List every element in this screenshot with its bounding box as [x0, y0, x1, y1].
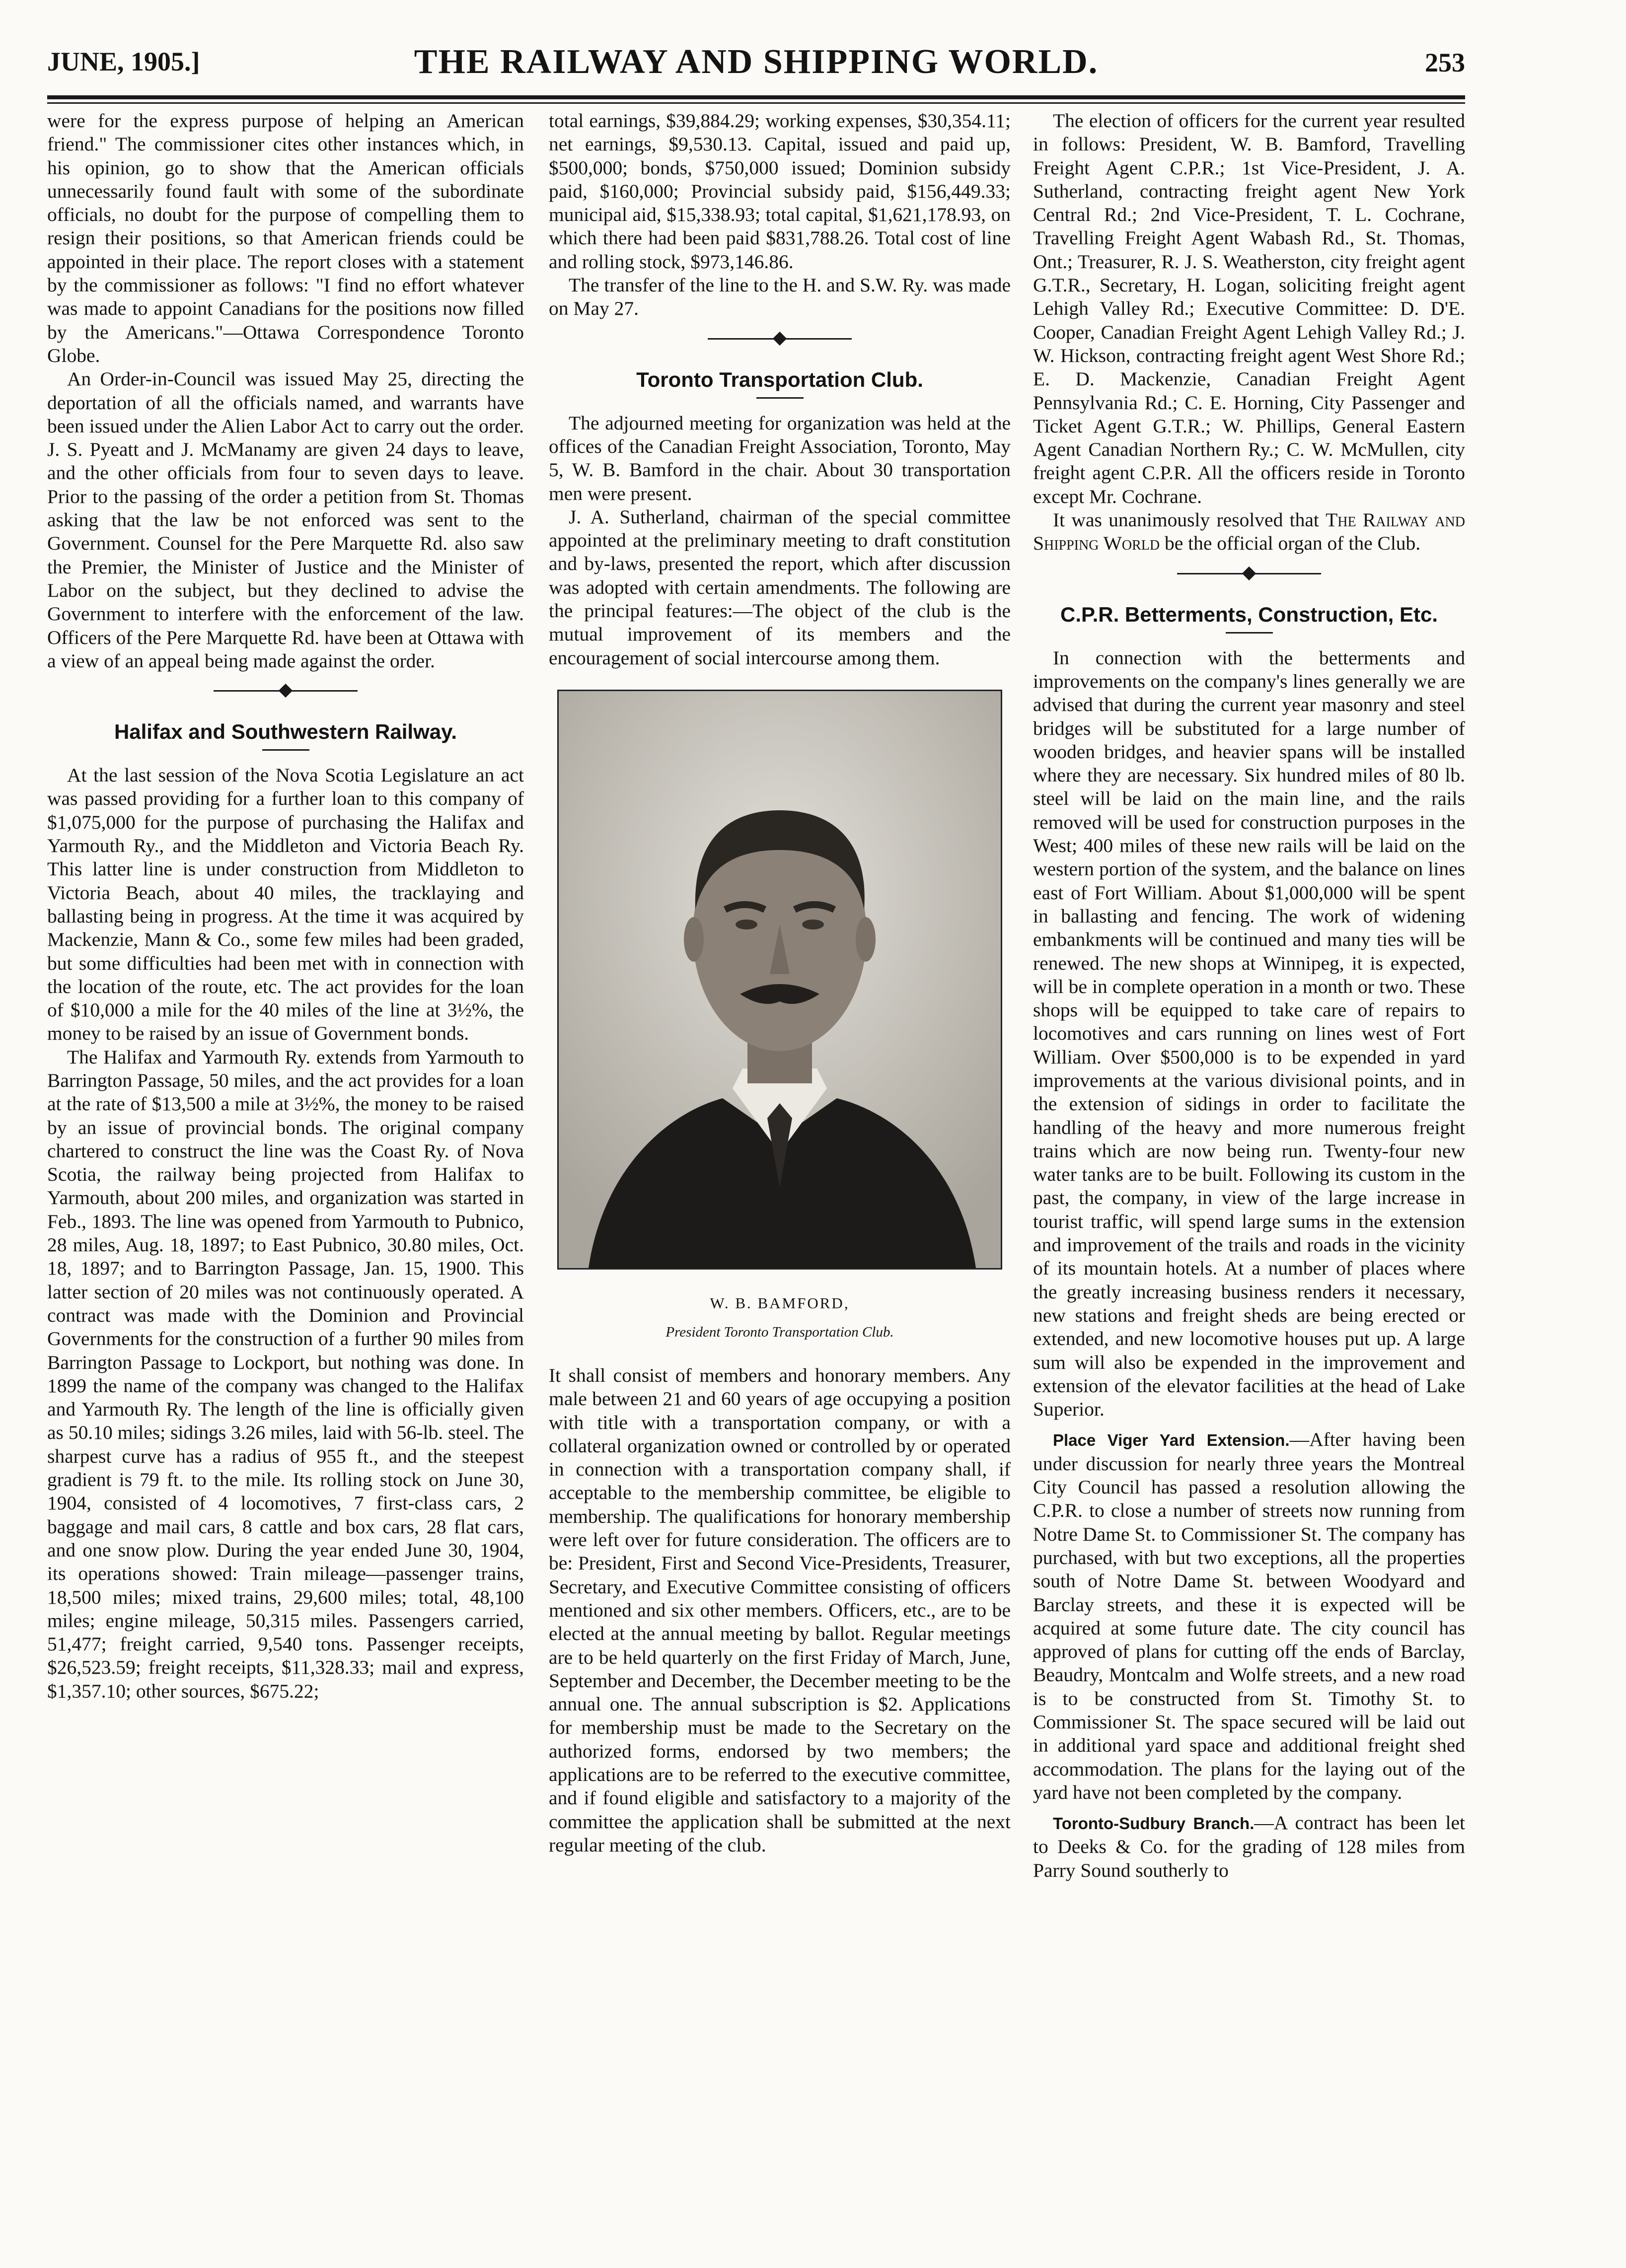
header-rule-thick — [47, 95, 1465, 99]
photo-caption-title: President Toronto Transportation Club. — [665, 1324, 894, 1340]
heading-rule — [756, 397, 804, 399]
paragraph: An Order-in-Council was issued May 25, directing the deportation of all the officials named, and warrants have been issued under the Alien Labor Act to carry out the order. J. S. Pyeatt and J. McManamy are given 24 days to leave, and the other officials from four to seven days to leave. Prior to the passing of the order a petition from St. Thomas asking that the law be not enforced was sent to the Government. Counsel for the Pere Marquette Rd. also saw the Premier, the Minister of Justice and the Minister of Labor on the subject, but they declined to advise the Government to interfere with the enforcement of the law. Officers of the Pere Marquette Rd. have been at Ottawa with a view of an appeal being made against the order. — [47, 368, 524, 672]
text-run: It was unanimously resolved that — [1053, 509, 1326, 531]
section-heading: Toronto Transportation Club. — [636, 367, 923, 391]
issue-date: JUNE, 1905.] — [47, 47, 200, 76]
publication-name: The Railway and Shipping World — [1033, 509, 1465, 555]
paragraph — [1033, 508, 1465, 556]
paragraph: were for the express purpose of helping an American friend." The commissioner cites other instances which, in his opinion, go to show that the American officials unnecessarily found fault with some of the subordinate officials, no doubt for the purpose of compelling them to resign their positions, so that American friends could be appointed in their place. The report closes with a statement by the commissioner as follows: "I find no effort whatever was made to appoint Canadians for the positions now filled by the Americans."—Ottawa Correspondence Toronto Globe. — [47, 110, 524, 366]
column-3 — [1033, 109, 1465, 1882]
heading-rule — [262, 749, 309, 751]
paragraph: total earnings, $39,884.29; working expenses, $30,354.11; net earnings, $9,530.13. Capital, issued and paid up, $500,000; bonds, $750,000 issued; Dominion subsidy paid, $160,000; Provincial subsidy paid, $156,449.33; municipal aid, $15,338.93; total capital, $1,621,178.93, on which there had been paid $831,788.26. Total cost of line and rolling stock, $973,146.86. — [549, 110, 1011, 273]
section-heading: C.P.R. Betterments, Construction, Etc. — [1060, 602, 1438, 626]
paragraph: The Halifax and Yarmouth Ry. extends from Yarmouth to Barrington Passage, 50 miles, and the act provides for a loan at the rate of $13,500 a mile at 3½%, the money to be raised by an issue of provincial bonds. The original company chartered to construct the line was the Coast Ry. of Nova Scotia, the railway being projected from Halifax to Yarmouth, about 200 miles, and organization was started in Feb., 1893. The line was opened from Yarmouth to Pubnico, 28 miles, Aug. 18, 1897; to East Pubnico, 30.80 miles, Oct. 18, 1897; and to Barrington Passage, Jan. 15, 1900. This latter section of 20 miles was not continuously operated. A contract was made with the Dominion and Provincial Governments for the construction of a further 90 miles from Barrington Passage to Lockport, but nothing was done. In 1899 the name of the company was changed to the Halifax and Yarmouth Ry. The length of the line is officially given as 50.10 miles; sidings 3.26 miles, laid with 56-lb. steel. The sharpest curve has a radius of 955 ft., and the steepest gradient is 79 ft. to the mile. Its rolling stock on June 30, 1904, consisted of 4 locomotives, 7 first-class cars, 2 baggage and mail cars, 8 cattle and box cars, 28 flat cars, and one snow plow. During the year ended June 30, 1904, its operations showed: Train mileage—passenger trains, 18,500 miles; mixed trains, 29,600 miles; total, 48,100 miles; engine mileage, 50,315 miles. Passengers carried, 51,477; freight carried, 9,540 tons. Passenger receipts, $26,523.59; freight receipts, $11,328.33; mail and express, $1,357.10; other sources, $675.22; — [47, 1046, 524, 1702]
page-header — [47, 37, 1465, 81]
paragraph: J. A. Sutherland, chairman of the special committee appointed at the preliminary meeting to draft constitution and by-laws, presented the report, which after discussion was adopted with certain amendments. The following are the principal features:—The object of the club is the mutual improvement of its members and the encouragement of social intercourse among them. — [549, 505, 1011, 669]
section-separator — [1177, 566, 1321, 582]
header-rule-thin — [47, 102, 1465, 104]
paragraph — [1033, 1428, 1465, 1804]
paragraph: In connection with the betterments and improvements on the company's lines generally we are advised that during the current year masonry and steel bridges will be substituted for a large number of wooden bridges, and heavier spans will be installed where they are necessary. Six hundred miles of 80 lb. steel will be laid on the main line, and the rails removed will be used for construction purposes in the West; 400 miles of these new rails will be laid on the western portion of the system, and the balance on lines east of Fort William. About $1,000,000 will be spent in ballasting and fencing. The work of widening embankments will be continued and many ties will be renewed. The new shops at Winnipeg, it is expected, will be in complete operation in a month or two. These shops will be equipped to take care of repairs to locomotives and cars running on lines west of Fort William. Over $500,000 is to be expended in yard improvements at the various divisional points, and in the extension of sidings in order to facilitate the handling of the heavy and more numerous freight trains which are now being run. Twenty-four new water tanks are to be built. Following its custom in the past, the company, in view of the large increase in tourist traffic, will spend large sums in the extension and improvement of the trails and roads in the vicinity of its mountain hotels. At a number of places where the greatly increasing business renders it necessary, new stations and freight sheds are being erected or extended, and new locomotive houses put up. A large sum will also be expended in the improvement and extension of the elevator facilities at the head of Lake Superior. — [1033, 646, 1465, 1420]
column-2 — [549, 109, 1011, 1857]
section-separator — [214, 683, 358, 700]
paragraph — [1033, 1811, 1465, 1882]
run-in-heading: Place Viger Yard Extension. — [1053, 1431, 1290, 1450]
publication-title: THE RAILWAY AND SHIPPING WORLD. — [414, 43, 1099, 81]
run-in-heading: Toronto-Sudbury Branch. — [1053, 1814, 1255, 1833]
portrait-illustration — [559, 691, 1001, 1268]
paragraph: At the last session of the Nova Scotia Legislature an act was passed providing for a further loan to this company of $1,075,000 for the purpose of purchasing the Halifax and Yarmouth Ry., and the Middleton and Victoria Beach Ry. This latter line is under construction from Middleton to Victoria Beach, about 40 miles, the tracklaying and ballasting being in progress. At the time it was acquired by Mackenzie, Mann & Co., some few miles had been graded, but some difficulties had been met with in connection with the location of the route, etc. The act provides for the loan of $10,000 a mile for the 40 miles of the line at 3½%, the money to be raised by an issue of Government bonds. — [47, 764, 524, 1045]
section-separator — [708, 331, 852, 348]
heading-rule — [1226, 632, 1273, 634]
photo-caption-name: W. B. BAMFORD, — [710, 1294, 850, 1312]
text-run: —After having been under discussion for nearly three years the Montreal City Council has passed a resolution allowing the C.P.R. to close a number of streets now running from Notre Dame St. to Commissioner St. The company has purchased, with but two exceptions, all the properties south of Notre Dame St. between Woodyard and Barclay streets, and these it is expected will be acquired at some future date. The city council has approved of plans for cutting off the ends of Barclay, Beaudry, Montcalm and Wolfe streets, and a new road is to be constructed from St. Timothy St. to Commissioner St. The space secured will be laid out in additional yard space and additional freight shed accommodation. The plans for the laying out of the yard have not been completed by the company. — [1033, 1428, 1465, 1803]
paragraph: The election of officers for the current year resulted in follows: President, W. B. Bamford, Travelling Freight Agent C.P.R.; 1st Vice-President, J. A. Sutherland, contracting freight agent New York Central Rd.; 2nd Vice-President, T. L. Cochrane, Travelling Freight Agent Wabash Rd., St. Thomas, Ont.; Treasurer, R. J. S. Weatherston, city freight agent G.T.R., Secretary, H. Logan, soliciting freight agent Lehigh Valley Rd.; Executive Committee: D. D'E. Cooper, Canadian Freight Agent Lehigh Valley Rd.; J. W. Hickson, contracting freight agent West Shore Rd.; E. D. Mackenzie, Canadian Freight Agent Pennsylvania Rd.; C. E. Horning, City Passenger and Ticket Agent G.T.R.; W. Phillips, General Eastern Agent Canadian Northern Ry.; C. W. McMullen, city freight agent C.P.R. All the officers reside in Toronto except Mr. Cochrane. — [1033, 110, 1465, 507]
page-number: 253 — [1425, 48, 1465, 77]
column-1 — [47, 109, 524, 1703]
paragraph: It shall consist of members and honorary members. Any male between 21 and 60 years of age occupying a position with title with a transportation company, or with a collateral organization owned or controlled by or operated in connection with a transportation company shall, if acceptable to the membership committee, be eligible to membership. The qualifications for honorary membership were left over for future consideration. The officers are to be: President, First and Second Vice-Presidents, Treasurer, Secretary, and Executive Committee consisting of officers mentioned and six other members. Officers, etc., are to be elected at the annual meeting by ballot. Regular meetings are to be held quarterly on the first Friday of March, June, September and December, the December meeting to be the annual one. The annual subscription is $2. Applications for membership must be made to the Secretary on the authorized forms, endorsed by two members; the applications are to be referred to the executive committee, and if found eligible and satisfactory to a majority of the committee the application shall be submitted at the next regular meeting of the club. — [549, 1364, 1011, 1856]
section-heading: Halifax and Southwestern Railway. — [114, 720, 457, 744]
paragraph: The adjourned meeting for organization was held at the offices of the Canadian Freight Association, Toronto, May 5, W. B. Bamford in the chair. About 30 transportation men were present. — [549, 412, 1011, 504]
paragraph: The transfer of the line to the H. and S.W. Ry. was made on May 27. — [549, 274, 1011, 320]
text-run: —A contract has been let to Deeks & Co. for the grading of 128 miles from Parry Sound southerly to — [1033, 1812, 1465, 1881]
text-run: be the official organ of the Club. — [1160, 532, 1421, 555]
portrait-photo — [557, 690, 1002, 1270]
